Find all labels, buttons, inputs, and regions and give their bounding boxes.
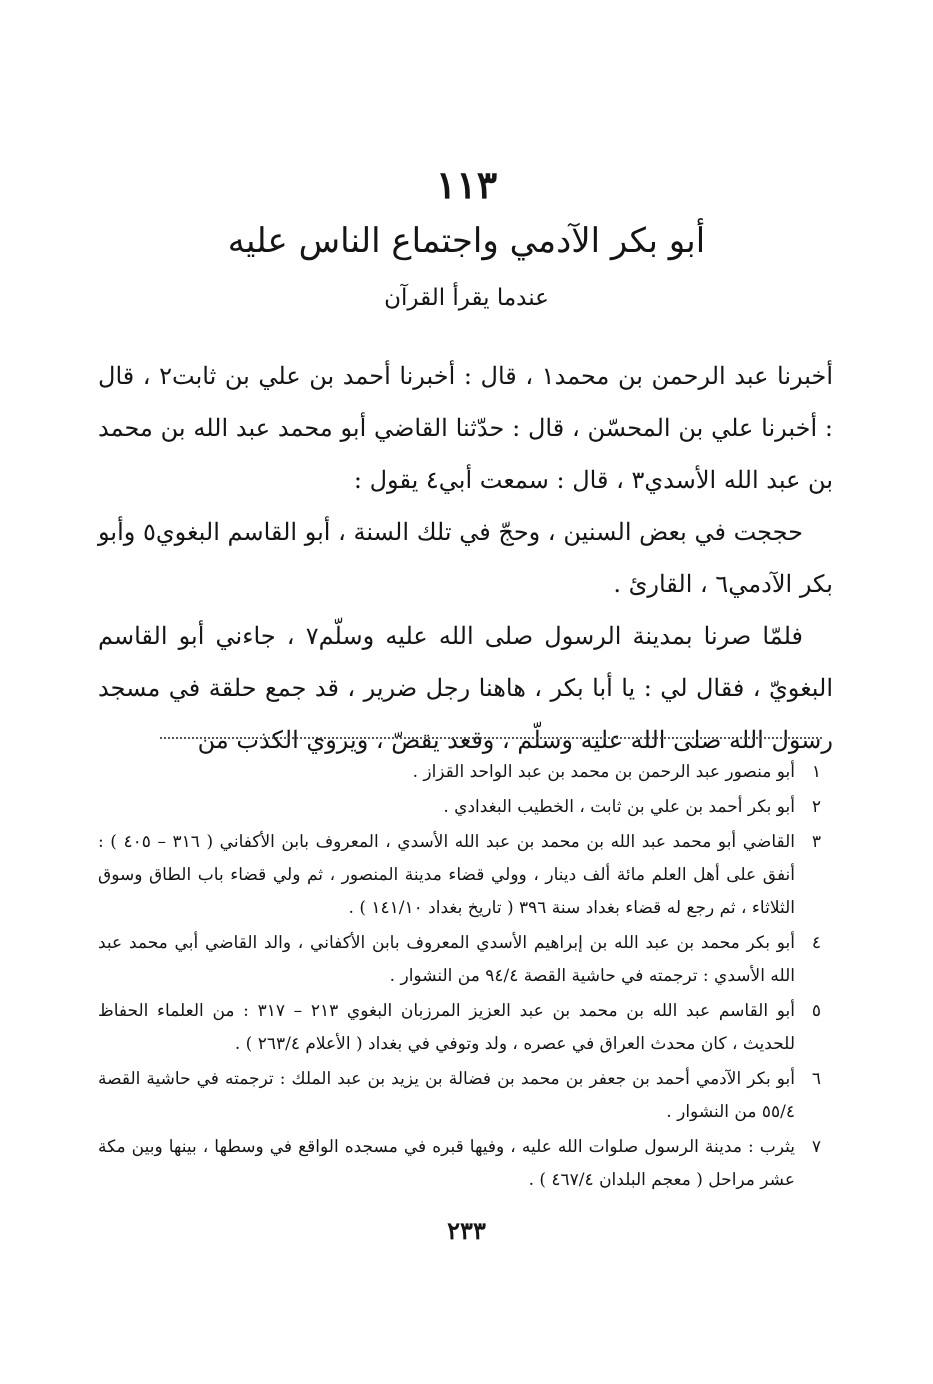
story-number: ١١٣ <box>435 162 498 207</box>
footnote-number: ٧ <box>811 1137 821 1157</box>
footnote-text: أبو القاسم عبد الله بن محمد بن عبد العزيز المرزبان البغوي ٢١٣ – ٣١٧ : من العلماء الحفاظ للحديث ، كان محدث العراق في عصره ، ولد وتوفي في بغداد ( الأعلام ٢٦٣/٤ ) . <box>98 1001 795 1054</box>
story-subtitle: عندما يقرأ القرآن <box>384 285 549 311</box>
footnote-number: ٥ <box>811 1001 821 1021</box>
main-text <box>98 350 833 766</box>
footnote-divider <box>160 737 822 739</box>
footnote-text: أبو منصور عبد الرحمن بن محمد بن عبد الواحد القزاز . <box>412 762 795 782</box>
footnote-text: أبو بكر محمد بن عبد الله بن إبراهيم الأسدي المعروف بابن الأكفاني ، والد القاضي أبي محمد عبد الله الأسدي : ترجمته في حاشية القصة ٩٤/٤ من النشوار . <box>98 933 795 986</box>
footnote <box>98 1063 821 1129</box>
footnote-number: ٢ <box>811 797 821 817</box>
footnote-number: ٤ <box>811 933 821 953</box>
footnote-text: أبو بكر الآدمي أحمد بن جعفر بن محمد بن فضالة بن يزيد بن عبد الملك : ترجمته في حاشية القصة ٥٥/٤ من النشوار . <box>98 1069 795 1122</box>
page-number: ٢٣٣ <box>447 1216 486 1245</box>
paragraph: فلمّا صرنا بمدينة الرسول صلى الله عليه وسلّم٧ ، جاءني أبو القاسم البغويّ ، فقال لي : يا أبا بكر ، هاهنا رجل ضرير ، قد جمع حلقة في مسجد رسول الله صلى الله عليه وسلّم ، وقعد يقصّ ، ويروي الكذب من <box>98 622 833 754</box>
footnote <box>98 995 821 1061</box>
footnote <box>98 927 821 993</box>
footnote <box>98 1131 821 1197</box>
footnote-number: ٣ <box>811 832 821 852</box>
footnotes <box>98 756 821 1199</box>
footnote <box>98 756 821 789</box>
footnote <box>98 791 821 824</box>
footnote-number: ١ <box>811 762 821 782</box>
footnote-text: يثرب : مدينة الرسول صلوات الله عليه ، وفيها قبره في مسجده الواقع في وسطها ، بينها وبين مكة عشر مراحل ( معجم البلدان ٤٦٧/٤ ) . <box>98 1137 795 1190</box>
footnote-text: أبو بكر أحمد بن علي بن ثابت ، الخطيب البغدادي . <box>443 797 795 817</box>
paragraph: أخبرنا عبد الرحمن بن محمد١ ، قال : أخبرنا أحمد بن علي بن ثابت٢ ، قال : أخبرنا علي بن المحسّن ، قال : حدّثنا القاضي أبو محمد عبد الله بن محمد بن عبد الله الأسدي٣ ، قال : سمعت أبي٤ يقول : <box>98 362 833 494</box>
footnote-text: القاضي أبو محمد عبد الله بن محمد بن عبد الله الأسدي ، المعروف بابن الأكفاني ( ٣١٦ – ٤٠٥ ) : أنفق على أهل العلم مائة ألف دينار ، وولي قضاء مدينة المنصور ، ثم ولي قضاء باب الطاق وسوق الثلاثاء ، ثم رجع له قضاء بغداد سنة ٣٩٦ ( تاريخ بغداد ١٤١/١٠ ) . <box>98 832 796 918</box>
story-title: أبو بكر الآدمي واجتماع الناس عليه <box>227 221 706 261</box>
footnote-number: ٦ <box>811 1069 821 1089</box>
paragraph: حججت في بعض السنين ، وحجّ في تلك السنة ، أبو القاسم البغوي٥ وأبو بكر الآدمي٦ ، القارئ . <box>98 518 833 598</box>
footnote <box>98 826 821 925</box>
